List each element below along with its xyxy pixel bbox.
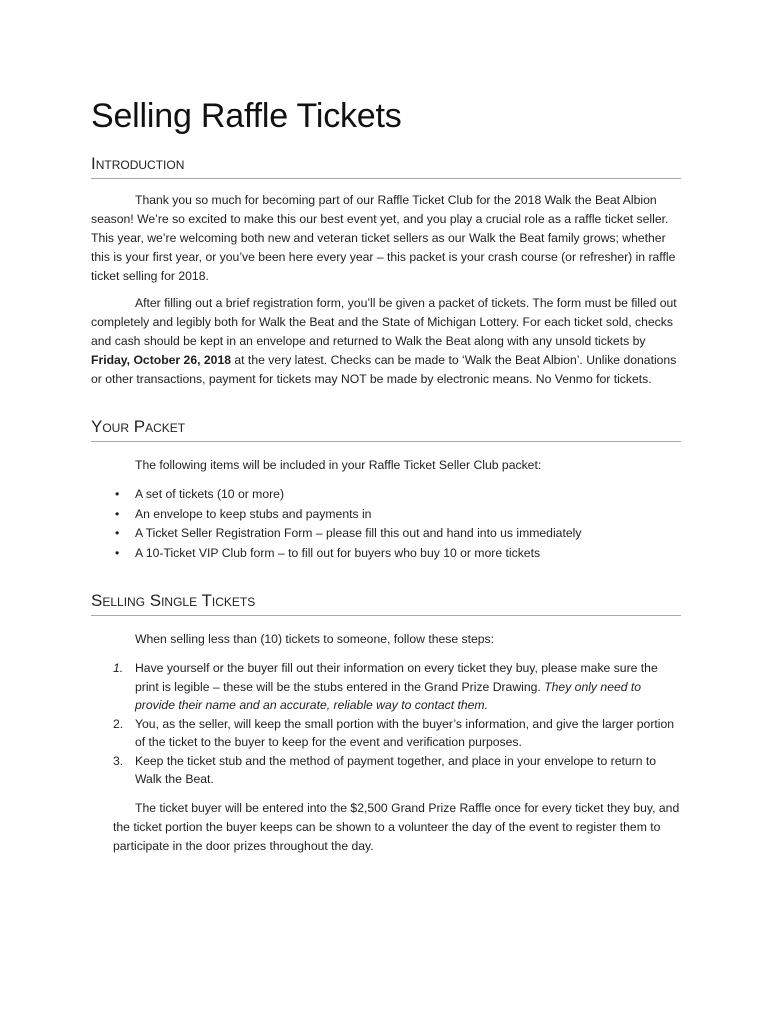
bullet-icon: • <box>115 545 120 560</box>
packet-intro: The following items will be included in your Raffle Ticket Seller Club packet: <box>135 458 542 472</box>
step-italic-note: They only need to provide their name and an accurate, reliable way to contact them. <box>135 679 642 712</box>
list-item <box>91 524 681 544</box>
list-item-text: An envelope to keep stubs and payments in <box>135 506 372 521</box>
step-number: 3. <box>113 753 124 768</box>
step-item <box>91 715 681 752</box>
list-item-text: A Ticket Seller Registration Form – please fill this out and hand into us immediately <box>135 526 582 540</box>
step-number: 2. <box>113 716 124 731</box>
list-item-text: A set of tickets (10 or more) <box>135 487 285 501</box>
step-item <box>91 752 681 789</box>
list-item-text: A 10-Ticket VIP Club form – to fill out for buyers who buy 10 or more tickets <box>135 545 541 560</box>
intro-paragraph-2-part-b: at the very latest. Checks can be made to ‘Walk the Beat Albion’. Unlike donations or other transactions, payment for tickets may NOT be made by electronic means. No Venmo for tickets. <box>91 353 677 386</box>
bullet-icon: • <box>115 526 120 540</box>
list-item <box>91 505 681 525</box>
step-text: You, as the seller, will keep the small portion with the buyer’s information, and give the larger portion of the ticket to the buyer to keep for the event and verification purposes. <box>135 716 675 749</box>
intro-paragraph-2-part-a: After filling out a brief registration form, you’ll be given a packet of tickets. The form must be filled out completely and legibly both for Walk the Beat and the State of Michigan Lottery. For each ticket sold, checks and cash should be kept in an envelope and returned to Walk the Beat along with any unsold tickets by <box>91 296 677 348</box>
section-heading-introduction: Introduction <box>91 150 681 179</box>
bullet-icon: • <box>115 506 120 521</box>
bullet-icon: • <box>115 487 120 501</box>
list-item <box>91 485 681 505</box>
intro-paragraph-2 <box>91 294 681 389</box>
deadline-date: Friday, October 26, 2018 <box>91 353 231 367</box>
step-text: Have yourself or the buyer fill out their information on every ticket they buy, please make sure the print is legible – these will be the stubs entered in the Grand Prize Drawing. <box>135 661 658 694</box>
list-item <box>91 544 681 564</box>
steps-list <box>91 659 681 789</box>
packet-items-list <box>91 485 681 563</box>
page-title: Selling Raffle Tickets <box>91 97 402 135</box>
closing-paragraph: The ticket buyer will be entered into the $2,500 Grand Prize Raffle once for every ticket they buy, and the ticket portion the buyer keeps can be shown to a volunteer the day of the event to register them to participate in the door prizes throughout the day. <box>113 800 680 853</box>
step-item <box>91 659 681 715</box>
single-intro: When selling less than (10) tickets to someone, follow these steps: <box>135 632 495 646</box>
section-heading-packet: Your Packet <box>91 413 681 442</box>
document-page <box>91 90 681 856</box>
step-text: Keep the ticket stub and the method of payment together, and place in your envelope to return to Walk the Beat. <box>135 753 657 786</box>
section-heading-selling-single: Selling Single Tickets <box>91 587 681 616</box>
intro-paragraph-1: Thank you so much for becoming part of our Raffle Ticket Club for the 2018 Walk the Beat Albion season! We’re so excited to make this our best event yet, and you play a crucial role as a raffle ticket seller. This year, we’re welcoming both new and veteran ticket sellers as our Walk the Beat family grows; whether this is your first year, or you’ve been here every year – this packet is your crash course (or refresher) in raffle ticket selling for 2018. <box>91 193 676 283</box>
step-number: 1. <box>113 661 124 675</box>
